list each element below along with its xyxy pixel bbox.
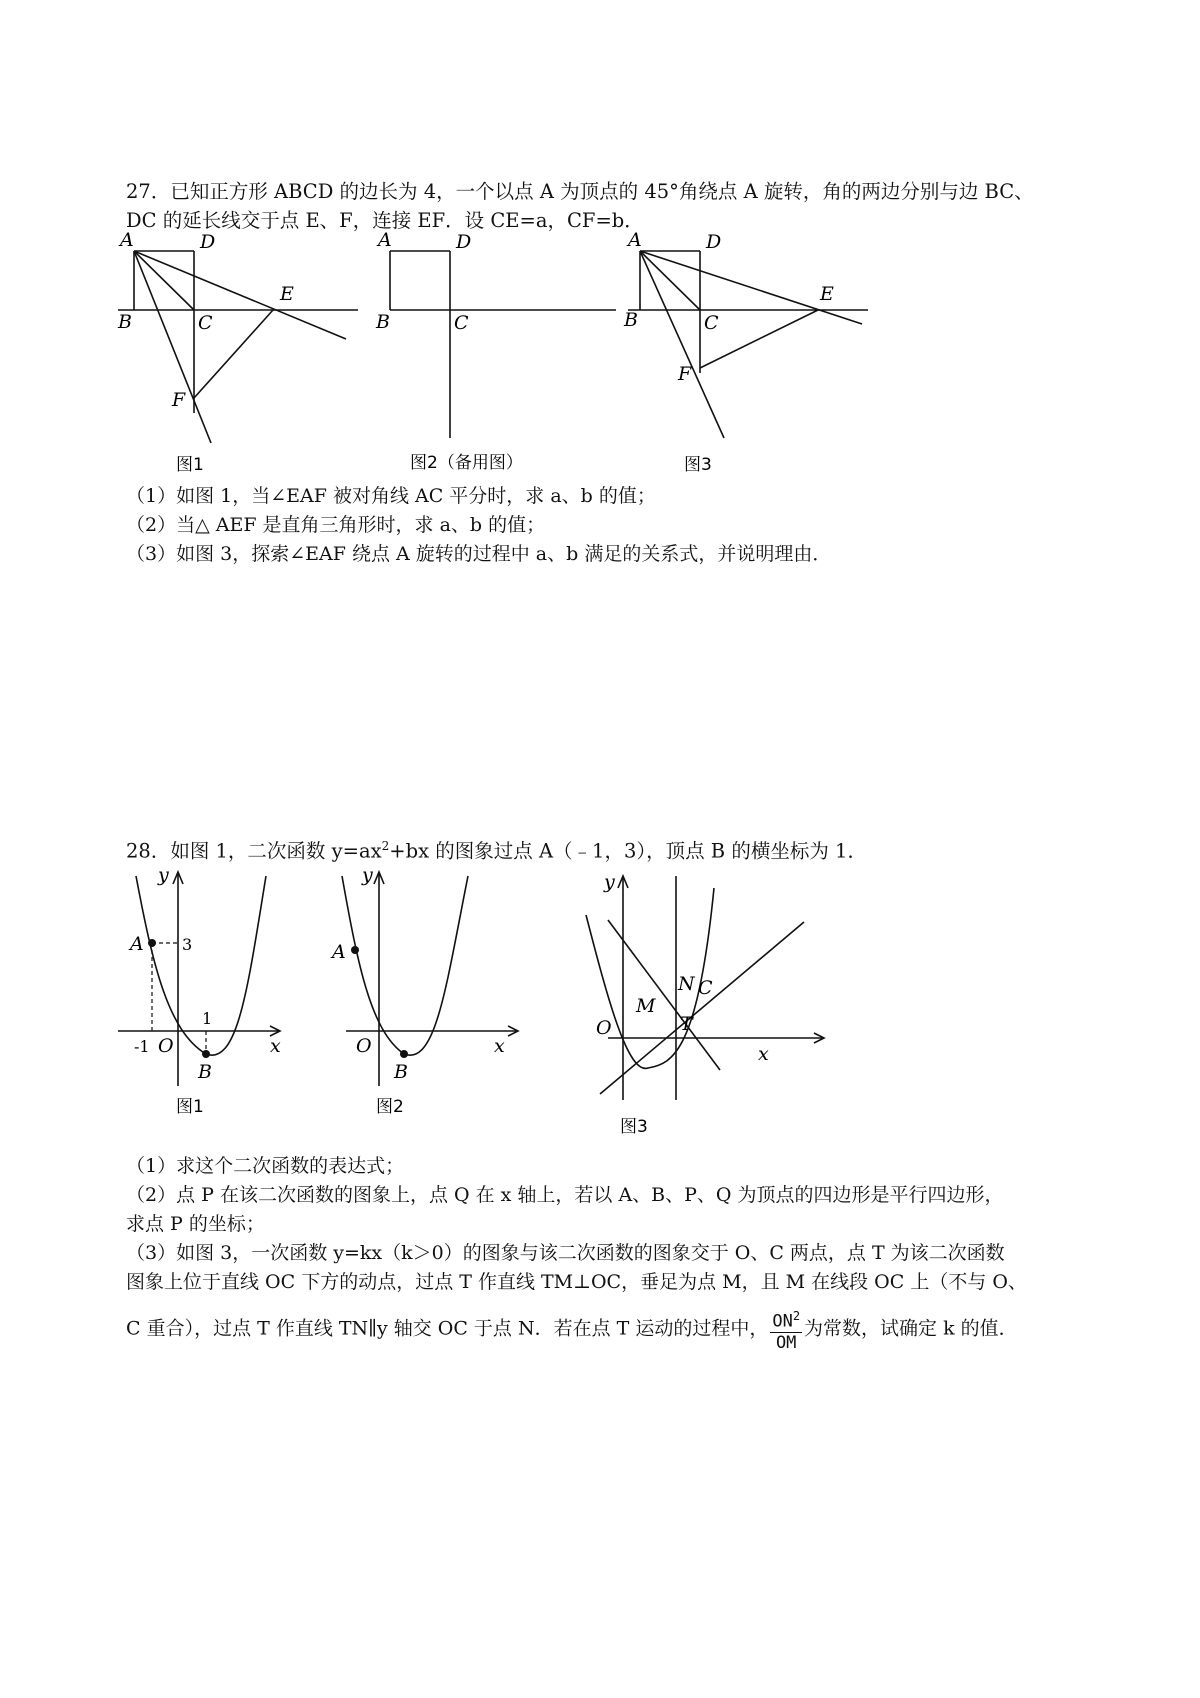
q28-f1-label-x: x (270, 1035, 281, 1057)
q27-f2-label-B: B (376, 311, 390, 333)
q28-f2-caption: 图2 (376, 1097, 404, 1117)
q28-figure-3 (596, 870, 848, 1140)
q28-fraction-num-sup: 2 (792, 1309, 801, 1323)
q28-f3-label-M: M (636, 995, 656, 1017)
q28-stem-sup: 2 (381, 839, 390, 853)
q27-f1-label-E: E (280, 283, 294, 305)
q28-f1-label-O: O (158, 1035, 174, 1057)
q27-f2-label-A: A (378, 229, 392, 251)
q27-f3-label-C: C (704, 312, 719, 334)
q27-figure-1 (118, 228, 368, 478)
q27-part1: （1）如图 1，当∠EAF 被对角线 AC 平分时，求 a、b 的值； (126, 485, 656, 507)
q27-f3-label-D: D (706, 231, 722, 253)
q27-stem-line1: 27．已知正方形 ABCD 的边长为 4，一个以点 A 为顶点的 45°角绕点 A 旋转，角的两边分别与边 BC、 (126, 180, 1034, 203)
q28-part3-line2: 图象上位于直线 OC 下方的动点，过点 T 作直线 TM⊥OC，垂足为点 M，且 M 在线段 OC 上（不与 O、 (126, 1271, 1027, 1293)
q27-f3-label-E: E (820, 283, 834, 305)
q27-f3-label-B: B (624, 309, 638, 331)
q27-figure-3 (624, 228, 878, 478)
q28-f3-label-O: O (596, 1017, 612, 1039)
q27-f1-label-B: B (118, 311, 132, 333)
q27-part3: （3）如图 3，探索∠EAF 绕点 A 旋转的过程中 a、b 满足的关系式，并说明理由． (126, 543, 832, 565)
q27-figure-2 (376, 228, 626, 478)
q28-f1-label-A: A (130, 933, 144, 955)
q28-f2-label-y: y (362, 864, 373, 886)
q28-f1-label-y: y (158, 864, 169, 886)
q28-part2-line2: 求点 P 的坐标； (126, 1213, 265, 1235)
q28-f2-label-B: B (394, 1061, 408, 1083)
q28-fraction (770, 1306, 802, 1353)
q28-f2-label-A: A (332, 941, 346, 963)
q28-f1-tick-1: 1 (202, 1009, 213, 1028)
q28-fraction-numerator (770, 1306, 802, 1333)
q28-f3-label-N: N (678, 973, 695, 995)
q28-part3-line1: （3）如图 3，一次函数 y=kx（k＞0）的图象与该二次函数的图象交于 O、C 两点，点 T 为该二次函数 (126, 1242, 1005, 1264)
q27-f3-label-F: F (678, 363, 692, 385)
q27-part2: （2）当△ AEF 是直角三角形时，求 a、b 的值； (126, 514, 546, 536)
q28-f2-label-O: O (356, 1035, 372, 1057)
q27-f2-label-C: C (454, 312, 469, 334)
q28-f3-label-y: y (604, 871, 615, 893)
q28-part3-line3-prefix: C 重合），过点 T 作直线 TN∥y 轴交 OC 于点 N．若在点 T 运动的过程中， (126, 1317, 769, 1340)
q28-f2-label-x: x (494, 1035, 505, 1057)
q28-fraction-num-text: ON (772, 1311, 793, 1332)
q28-f1-tick-m1: -1 (134, 1037, 150, 1056)
q27-f1-label-C: C (198, 312, 213, 334)
q27-stem-line2: DC 的延长线交于点 E、F，连接 EF．设 CE=a，CF=b． (126, 209, 644, 232)
q28-f3-caption: 图3 (620, 1117, 648, 1137)
q28-f1-label-B: B (198, 1061, 212, 1083)
q27-f2-caption: 图2（备用图） (410, 453, 523, 473)
q28-part2-line1: （2）点 P 在该二次函数的图象上，点 Q 在 x 轴上，若以 A、B、P、Q 为顶点的四边形是平行四边形， (126, 1184, 1004, 1206)
q27-f2-label-D: D (456, 231, 472, 253)
q27-f1-caption: 图1 (176, 455, 204, 475)
q28-part3-line3 (126, 1306, 1018, 1353)
q28-f1-caption: 图1 (176, 1097, 204, 1117)
q28-stem (126, 832, 867, 866)
q27-f3-caption: 图3 (684, 455, 712, 475)
q28-figure-2 (332, 864, 536, 1126)
q28-stem-suffix: +bx 的图象过点 A（﹣1，3），顶点 B 的横坐标为 1． (389, 839, 867, 863)
q28-f1-tick-3: 3 (182, 935, 193, 954)
q28-figure-1 (118, 866, 298, 1126)
q28-stem-prefix: 28．如图 1，二次函数 y=ax (126, 839, 382, 863)
q28-part1: （1）求这个二次函数的表达式； (126, 1155, 405, 1177)
q28-fraction-denominator: OM (775, 1332, 797, 1353)
q28-part3-line3-suffix: 为常数，试确定 k 的值． (804, 1317, 1018, 1340)
q27-f1-label-D: D (200, 231, 216, 253)
q28-f3-label-C: C (698, 977, 713, 999)
q27-f1-label-A: A (120, 229, 134, 251)
q28-f3-label-x: x (758, 1043, 769, 1065)
q27-f1-label-F: F (172, 389, 186, 411)
q27-f3-label-A: A (628, 229, 642, 251)
q28-f3-label-T: T (680, 1013, 693, 1035)
